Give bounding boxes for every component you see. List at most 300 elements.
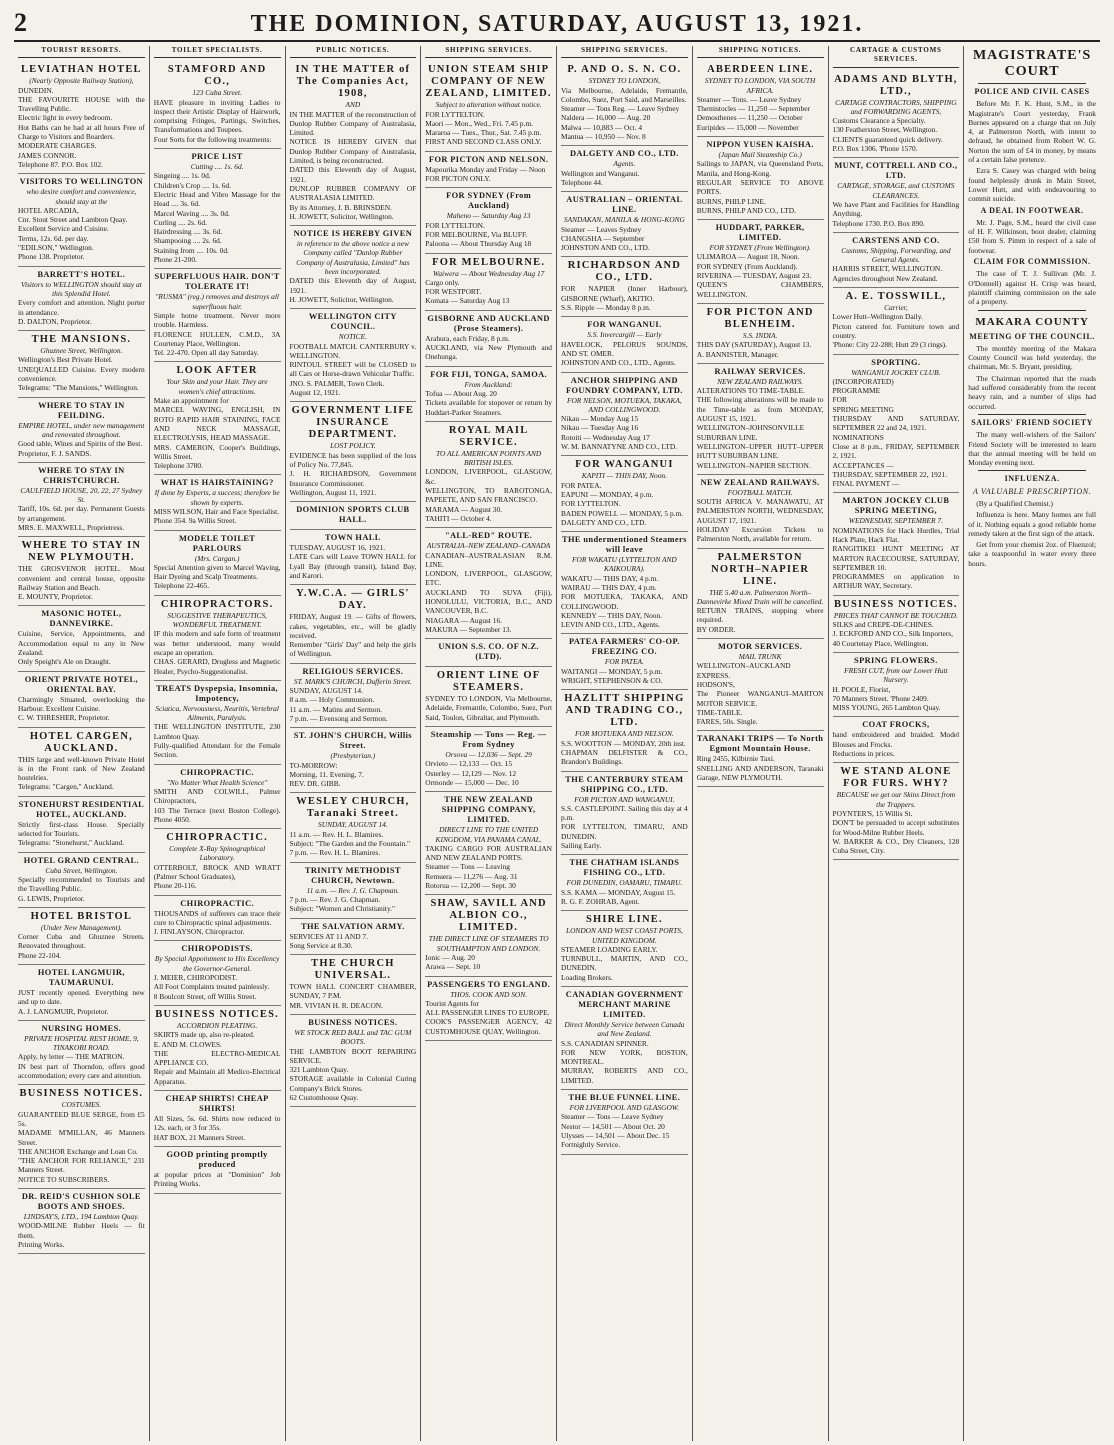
- advertisement-headline: NEW ZEALAND RAILWAYS.: [700, 477, 820, 487]
- advertisement-line: REV. DR. GIBB.: [289, 779, 341, 789]
- advertisement-headline: IN THE MATTER of The Companies Act, 1908,: [295, 64, 411, 100]
- advertisement-headline: SHIRE LINE.: [585, 914, 663, 926]
- advertisement-headline: HOTEL BRISTOL: [30, 910, 133, 922]
- newspaper-title: THE DOMINION, SATURDAY, AUGUST 13, 1921.: [250, 11, 864, 37]
- advertisement-line: By Special Appointment to His Excellency the Governor-General.: [154, 954, 280, 973]
- advertisement-line: 130 Featherston Street, Wellington.: [832, 125, 938, 135]
- advertisement-line: Cuisine, Service, Appointments, and Accommodation equal to any in New Zealand.: [18, 629, 145, 658]
- column-heading: SHIPPING SERVICES.: [561, 46, 688, 58]
- advertisement-headline: CHIROPODISTS.: [181, 944, 253, 954]
- advertisement-headline: THE CHATHAM ISLANDS FISHING CO., LTD.: [569, 858, 680, 878]
- advertisement-line: 11 a.m. — Matins and Sermon.: [289, 704, 383, 714]
- advertisement-line: We have Plant and Facilities for Handling Anything.: [832, 199, 960, 219]
- advertisement-line: Telephone 22-465.: [153, 581, 210, 591]
- advertisement-line: 7 p.m. — Rev. J. G. Chapman.: [289, 894, 381, 904]
- advertisement-line: Telephone 87. P.O. Box 102.: [18, 159, 103, 169]
- advertisement-line: SYDNEY TO LONDON,: [588, 76, 661, 86]
- advertisement-headline: SPRING FLOWERS.: [854, 655, 938, 665]
- advertisement: [18, 606, 145, 671]
- advertisement-headline: DALGETY AND CO., LTD.: [569, 149, 679, 159]
- advertisement-line: 8 Boulcott Street, off Willis Street.: [153, 991, 257, 1001]
- advertisement-line: 40 Courtenay Place, Wellington.: [832, 638, 929, 648]
- advertisement: [425, 152, 552, 189]
- advertisement-line: who desire comfort and convenience, should stay at the: [26, 187, 137, 206]
- advertisement-headline: ORIENT LINE OF STEAMERS.: [436, 670, 541, 694]
- advertisement-line: WAIRAU — THIS DAY, 4 p.m.: [561, 582, 657, 592]
- advertisement-line: Tickets available for stopover or return by Huddart-Parker Steamers.: [425, 398, 552, 417]
- advertisement: [18, 267, 145, 331]
- article-paragraph: The many well-wishers of the Sailors' Friend Society will be interested to learn that the annual meeting will be held on Monday evening next.: [968, 430, 1096, 468]
- advertisement-headline: ABERDEEN LINE.: [707, 64, 814, 76]
- advertisement-headline: WE STAND ALONE FOR FURS. WHY?: [840, 766, 952, 790]
- advertisement-line: NOTICE IS HEREBY GIVEN that Dunlop Rubber Company of Australasia, Limited, is being reconstructed.: [289, 137, 417, 166]
- advertisement-headline: STONEHURST RESIDENTIAL HOTEL, AUCKLAND.: [18, 799, 145, 819]
- advertisement-headline: THE undermentioned Steamers will leave: [561, 535, 687, 555]
- advertisement-headline: MASONIC HOTEL, DANNEVIRKE.: [41, 609, 122, 629]
- advertisement-line: Direct Monthly Service between Canada and New Zealand.: [564, 1020, 685, 1039]
- advertisement-line: THURSDAY, SEPTEMBER 22, 1921.: [832, 469, 948, 479]
- advertisement: [697, 220, 824, 304]
- advertisement-headline: MUNT, COTTRELL AND CO., LTD.: [834, 161, 958, 181]
- advertisement-line: D. DALTON, Proprietor.: [18, 316, 92, 326]
- advertisement-line: (Presbyterian.): [330, 751, 376, 761]
- advertisement-line: WANGANUI JOCKEY CLUB.: [851, 367, 941, 377]
- divider: [978, 83, 1086, 84]
- advertisement-line: Cargo only.: [425, 277, 460, 287]
- advertisement-line: Orsova — 12,036 — Sept. 29: [445, 750, 532, 760]
- advertisement-line: FOR PATEA.: [604, 657, 644, 667]
- advertisement-line: FOR LYTTELTON.: [425, 109, 485, 119]
- advertisement-headline: LEVIATHAN HOTEL: [20, 64, 142, 76]
- advertisement-line: in reference to the above notice a new Company called "Dunlop Rubber Company of Australasia, Limited" has been incorporated.: [296, 239, 410, 277]
- advertisement: [154, 765, 281, 829]
- advertisement-line: HARRIS STREET, WELLINGTON.: [832, 264, 943, 274]
- advertisement-line: Telephone 44.: [561, 177, 603, 187]
- advertisement-line: Terms, 12s. 6d. per day.: [18, 233, 89, 243]
- advertisement-headline: WELLINGTON CITY COUNCIL.: [308, 312, 397, 332]
- advertisement-line: Electric light in every bedroom.: [18, 113, 113, 123]
- advertisement: [18, 174, 145, 266]
- advertisement-line: Ormonde — 15,000 — Dec. 10: [425, 777, 519, 787]
- advertisement-line: J. H. RICHARDSON, Government Insurance Commissioner.: [289, 469, 417, 488]
- advertisement-line: ALTERATIONS TO TIME-TABLE.: [696, 386, 805, 396]
- advertisement-line: Visitors to WELLINGTON should stay at this Splendid Hotel.: [21, 279, 142, 298]
- advertisement-line: Naldera — 16,000 — Aug. 20: [561, 113, 651, 123]
- advertisement-headline: NIPPON YUSEN KAISHA.: [706, 140, 814, 150]
- advertisement-line: "THE ANCHOR FOR RELIANCE," 231 Manners Street.: [18, 1156, 145, 1175]
- advertisement-line: Telegrams: "The Mansions," Wellington.: [18, 383, 139, 393]
- advertisement: [290, 309, 417, 402]
- advertisement-line: Phone 138. Proprietor.: [18, 252, 85, 262]
- advertisement: [290, 728, 417, 793]
- advertisement-line: STEAMER LOADING EARLY.: [561, 944, 658, 954]
- advertisement-line: Special Attention given to Marcel Waving, Hair Dyeing and Scalp Treatments.: [153, 562, 281, 582]
- advertisement-line: 11 a.m. — Rev. J. G. Chapman.: [306, 885, 400, 895]
- divider: [978, 470, 1086, 471]
- article-subtitle: POLICE AND CIVIL CASES: [974, 87, 1090, 96]
- advertisement: [18, 1085, 145, 1189]
- advertisement-line: From Auckland:: [464, 379, 513, 389]
- advertisement-line: SYDNEY TO LONDON, VIA SOUTH AFRICA.: [704, 76, 816, 95]
- advertisement-line: Good table, Wines and Spirits of the Best.: [18, 439, 143, 449]
- advertisement: [154, 1147, 281, 1194]
- advertisement-headline: BUSINESS NOTICES.: [834, 598, 958, 610]
- advertisement-headline: CHIROPRACTIC.: [180, 767, 255, 777]
- advertisement-line: MARAMA — August 30.: [425, 504, 503, 514]
- advertisement: [561, 772, 688, 856]
- advertisement-line: By its Attorney, J. B. BRINSDEN.: [289, 202, 392, 212]
- advertisement-line: Phone 354. 9a Willis Street.: [153, 516, 237, 526]
- advertisement-line: FOR PICTON AND WANGANUI.: [574, 794, 675, 804]
- advertisement: [290, 502, 417, 530]
- article-subhead: A DEAL IN FOOTWEAR.: [980, 205, 1084, 215]
- advertisement-line: Curling .... 2s. 6d.: [153, 217, 207, 227]
- advertisement-line: THE following alterations will be made to the Time-table as from MONDAY, AUGUST 15, 1921.: [696, 395, 824, 424]
- advertisement-line: Lower Hutt–Wellington Daily.: [832, 312, 923, 322]
- advertisement-headline: FOR PICTON AND NELSON.: [428, 154, 549, 164]
- advertisement-headline: FOR PICTON AND BLENHEIM.: [706, 306, 814, 330]
- advertisement-line: Tariff, 10s. 6d. per day. Permanent Guests by arrangement.: [18, 504, 145, 523]
- advertisement-headline: WESLEY CHURCH, Taranaki Street.: [296, 796, 410, 820]
- column-heading: SHIPPING NOTICES.: [697, 46, 824, 58]
- advertisement-line: HODSON'S,: [696, 679, 735, 689]
- advertisement: [18, 965, 145, 1021]
- advertisement-line: SUGGESTIVE THERAPEUTICS, WONDERFUL TREATMENT.: [167, 610, 268, 630]
- advertisement-line: FOR DUNEDIN, OAMARU, TIMARU.: [566, 878, 683, 888]
- advertisement-line: 'Phone: City 22-288; Hutt 29 (3 rings).: [832, 340, 947, 350]
- advertisement-line: THIS DAY (SATURDAY), August 13.: [696, 340, 812, 350]
- advertisement-line: 11 a.m. — Rev. H. L. Blamires.: [289, 829, 384, 839]
- advertisement-line: HOTEL ARCADIA,: [18, 205, 79, 215]
- advertisement-headline: FOR WANGANUI: [575, 459, 674, 471]
- advertisement-line: NOMINATIONS for Hack Hurdles, Trial Hack Plate, Hack Flat.: [832, 525, 960, 544]
- advertisement: [561, 456, 688, 532]
- advertisement-headline: THE SALVATION ARMY.: [301, 921, 405, 931]
- advertisement-headline: THE CANTERBURY STEAM SHIPPING CO., LTD.: [565, 774, 684, 794]
- advertisement: [290, 226, 417, 309]
- advertisement: [561, 146, 688, 192]
- advertisement-line: Ulysses — 14,501 — About Dec. 15: [561, 1130, 670, 1140]
- advertisement-line: A. BANNISTER, Manager.: [696, 349, 779, 359]
- advertisement-line: RANGITIKEI HUNT MEETING AT MARTON RACECOURSE, SATURDAY, SEPTEMBER 10.: [832, 544, 960, 572]
- advertisement-line: DATED this Eleventh day of August, 1921.: [289, 276, 417, 295]
- advertisement-line: CAULFIELD HOUSE, 20, 22, 27 Sydney St.: [20, 485, 143, 505]
- advertisement-line: at popular prices at "Dominion" Job Printing Works.: [153, 1169, 281, 1189]
- advertisement-line: Sciatica, Nervousness, Neuritis, Vertebral Ailments, Paralysis.: [155, 703, 279, 723]
- advertisement-line: PRIVATE HOSPITAL REST HOME, 9, TINAKORI ROAD.: [24, 1033, 139, 1053]
- advertisement-line: SNELLING AND ANDERSON, Taranaki Garage, NEW PLYMOUTH.: [696, 763, 824, 783]
- advertisement-line: SUNDAY, AUGUST 14.: [318, 820, 388, 830]
- advertisement-line: J. ECKFORD AND CO., Silk Importers,: [832, 629, 954, 639]
- article-paragraph: The case of T. J. Sullivan (Mr. J. O'Donnell) against H. Crisp was heard, plaintiff claiming commission on the sale of a property.: [968, 269, 1096, 307]
- advertisement-line: THOS. COOK AND SON.: [450, 989, 528, 999]
- advertisement-line: E. MOUNTY, Proprietor.: [18, 592, 93, 602]
- advertisement-line: The Pioneer WANGANUI–MARTON MOTOR SERVICE.: [696, 689, 824, 708]
- advertisement-line: IN THE MATTER of the reconstruction of Dunlop Rubber Company of Australasia, Limited.: [289, 109, 417, 138]
- advertisement-line: TAKING CARGO FOR AUSTRALIAN AND NEW ZEALAND PORTS.: [425, 843, 552, 863]
- advertisement-line: EAPUNI — MONDAY, 4 p.m.: [561, 489, 654, 499]
- advertisement: [290, 863, 417, 919]
- advertisement-line: RETURN TRAINS, stopping where required.: [696, 606, 824, 625]
- advertisement-line: Staining from .... 10s. 0d.: [153, 245, 229, 255]
- advertisement-line: S.S. INDIA.: [742, 330, 778, 340]
- advertisement-line: Ghuznee Street, Wellington.: [40, 346, 123, 356]
- advertisement-line: FOR LYTTELTON, TIMARU, AND DUNEDIN.: [561, 822, 688, 841]
- advertisement-line: JOHNSTON AND CO., LTD., Agents.: [561, 358, 676, 368]
- advertisement-line: S.S. Ripple — Monday 8 p.m.: [561, 303, 651, 313]
- advertisement-line: NIAGARA — August 16.: [425, 615, 503, 625]
- advertisement-line: BURNS, PHILP AND CO., LTD.: [696, 205, 796, 215]
- advertisement-line: Themistocles — 11,250 — September: [696, 104, 810, 114]
- advertisement-line: CANADIAN–AUSTRALASIAN R.M. LINE.: [425, 550, 552, 569]
- advertisement-headline: THE NEW ZEALAND SHIPPING COMPANY, LIMITED.: [441, 795, 536, 825]
- advertisement: [697, 61, 824, 137]
- advertisement-line: HOLIDAY Excursion Tickets to Palmerston North, available for return.: [696, 524, 824, 544]
- advertisement: [18, 1189, 145, 1254]
- advertisement: [833, 653, 960, 717]
- advertisement-line: Malwa — 10,883 — Oct. 4: [561, 122, 643, 132]
- masthead: [14, 8, 1100, 42]
- advertisement-line: Paloona — About Thursday Aug 18: [425, 239, 532, 249]
- advertisement-line: TO-MORROW:: [289, 760, 338, 770]
- advertisement-line: Via Melbourne, Adelaide, Fremantle, Colombo, Suez, Port Said, and Marseilles.: [561, 85, 688, 104]
- advertisement-line: Reductions in prices.: [832, 749, 895, 759]
- advertisement-line: THE 5.40 a.m. Palmerston North–Dannevirke Mixed Train will be cancelled.: [696, 587, 824, 606]
- advertisement-line: SMITH AND COLWILL, Palmer Chiropractors,: [153, 786, 281, 806]
- advertisement-line: ST. MARK'S CHURCH, Dufferin Street.: [293, 676, 412, 686]
- advertisement-line: Every comfort and attention. Night porter in attendance.: [18, 298, 145, 317]
- advertisement-line: MURRAY, ROBERTS AND CO., LIMITED.: [561, 1066, 688, 1085]
- advertisement-line: AND: [345, 100, 361, 110]
- advertisement-line: Singeing .... 1s. 0d.: [153, 171, 211, 181]
- advertisement-line: G. LEWIS, Proprietor.: [18, 893, 85, 903]
- advertisement-line: Make an appointment for: [153, 396, 229, 406]
- advertisement-line: WELLINGTON–JOHNSONVILLE SUBURBAN LINE.: [696, 423, 805, 442]
- advertisement-line: LINDSAY'S, LTD., 194 Lambton Quay.: [23, 1212, 139, 1222]
- article-paragraph: Before Mr. F. K. Hunt, S.M., in the Magistrate's Court yesterday, Frank Burnes appeared on a charge that on July 4, at Palmerston North, with intent to defraud, he obtained from Robert W. G. Norton the sum of £4 in money, by means of a certain false pretence.: [968, 99, 1096, 165]
- article-title: SAILORS' FRIEND SOCIETY: [971, 417, 1094, 427]
- advertisement-line: Marcel Waving .... 3s. 0d.: [153, 208, 230, 218]
- advertisement-line: Nikau — Monday Aug 15: [561, 414, 639, 424]
- advertisement: [561, 192, 688, 257]
- advertisement-line: E. AND M. CLOWES.: [153, 1039, 222, 1049]
- advertisement-line: Simple home treatment. Never more trouble. Harmless.: [153, 310, 281, 330]
- advertisement-line: Fortnightly Service.: [561, 1140, 621, 1150]
- advertisement-headline: THE BLUE FUNNEL LINE.: [568, 1093, 681, 1103]
- advertisement-line: ACCORDION PLEATING.: [177, 1020, 258, 1030]
- advertisement-line: H. JOWETT, Solicitor, Wellington.: [289, 294, 394, 304]
- article-paragraph: Mr. J. Page, S.M., heard the civil case of H. F. Wilkinson, boot dealer, claiming £50 from S. Pimm in respect of a sale of footwear.: [968, 217, 1096, 255]
- column: [150, 46, 286, 1441]
- advertisement-line: Steamer — Tons. — Leave Sydney: [696, 94, 802, 104]
- advertisement-line: WRIGHT, STEPHENSON & CO.: [561, 676, 663, 686]
- advertisement-line: Komata — Saturday Aug 13: [425, 296, 510, 306]
- advertisement-line: CLIENTS guaranteed quick delivery.: [832, 134, 943, 144]
- advertisement-line: POYNTER'S, 15 Willis St.: [832, 808, 913, 818]
- advertisement-line: "RUSMA" (reg.) removes and destroys all superfluous hair.: [155, 292, 279, 311]
- advertisement: [425, 639, 552, 667]
- advertisement-line: Demosthenes — 11,250 — October: [696, 113, 803, 123]
- advertisement-headline: ORIENT PRIVATE HOTEL, ORIENTAL BAY.: [24, 674, 139, 694]
- advertisement-line: DATED this Eleventh day of August, 1921.: [289, 165, 417, 184]
- advertisement-line: FRESH CUT, from our Lower Hutt Nursery.: [844, 665, 948, 685]
- advertisement-line: FOR MOTUEKA, TAKAKA, AND COLLINGWOOD.: [561, 592, 688, 611]
- advertisement: [561, 317, 688, 372]
- advertisement-line: CARTAGE, STORAGE, and CUSTOMS CLEARANCES.: [837, 181, 955, 200]
- advertisement: [425, 254, 552, 311]
- advertisement-line: FOOTBALL MATCH.: [727, 487, 793, 497]
- advertisement-line: Remuera — 11,276 — Aug. 31: [425, 871, 518, 881]
- advertisement-headline: CHIROPRACTIC.: [166, 832, 268, 844]
- advertisement-line: FOR WAKATU (LYTTELTON AND KAIKOURA).: [571, 555, 677, 574]
- advertisement-headline: RELIGIOUS SERVICES.: [302, 666, 404, 676]
- advertisement: [290, 793, 417, 862]
- advertisement-line: Ionic — Aug. 20: [425, 952, 475, 962]
- advertisement-headline: BUSINESS NOTICES.: [19, 1088, 144, 1100]
- advertisement-headline: ADAMS AND BLYTH, LTD.,: [834, 73, 958, 97]
- advertisement-line: WELLINGTON, TO RAROTONGA, PAPEETE, AND SAN FRANCISCO.: [425, 486, 552, 505]
- advertisement-headline: CHEAP SHIRTS! CHEAP SHIRTS!: [165, 1094, 269, 1114]
- advertisement-line: AUCKLAND TO SUVA (Fiji), HONOLULU, VICTORIA, B.C., AND VANCOUVER, B.C.: [425, 587, 552, 616]
- advertisement-line: HAT BOX, 21 Manners Street.: [153, 1132, 246, 1142]
- advertisement: [18, 797, 145, 853]
- advertisement-headline: BARRETT'S HOTEL.: [37, 269, 126, 279]
- advertisement-line: THE FAVOURITE HOUSE with the Travelling Public.: [18, 94, 145, 114]
- advertisement-line: THE LAMBTON BOOT REPAIRING SERVICE.: [289, 1046, 417, 1065]
- advertisement-line: ACCEPTANCES —: [832, 460, 894, 470]
- advertisement-line: Telegrams: "Cargen," Auckland.: [18, 782, 114, 792]
- advertisement: [18, 853, 145, 908]
- advertisement-line: 70 Manners Street. 'Phone 2409.: [832, 693, 929, 703]
- advertisement-line: Mantua — 10,950 — Nov. 8: [561, 132, 646, 142]
- advertisement-headline: CARSTENS AND CO.: [852, 235, 940, 245]
- advertisement: [290, 1015, 417, 1107]
- article-title: MAKARA COUNTY: [975, 315, 1089, 328]
- advertisement-line: Customs, Shipping, Forwarding, and General Agents.: [841, 245, 951, 265]
- advertisement-line: LATE Cars will Leave TOWN HALL for Lyall Bay (through transit), Island Bay, and Karori.: [289, 552, 417, 580]
- advertisement: [425, 792, 552, 895]
- advertisement-line: WELLINGTON–UPPER HUTT–UPPER HUTT SUBURBAN LINE.: [696, 441, 824, 461]
- advertisement-headline: VISITORS TO WELLINGTON: [19, 177, 144, 187]
- advertisement-line: EVIDENCE has been supplied of the loss of Policy No. 77,845.: [289, 450, 417, 469]
- advertisement-line: H. POOLE, Florist,: [832, 684, 891, 694]
- advertisement-headline: STAMFORD AND CO.,: [167, 64, 267, 88]
- advertisement-headline: PASSENGERS TO ENGLAND.: [427, 979, 551, 989]
- advertisement-line: Tourist Agents for: [425, 998, 479, 1008]
- advertisement-line: RINTOUL STREET will be CLOSED to all Cars or Horse-drawn Vehicular Traffic.: [289, 360, 417, 379]
- advertisement-line: 123 Cuba Street.: [192, 88, 242, 98]
- advertisement-line: S.S. WOOTTON — MONDAY, 20th inst.: [561, 738, 686, 748]
- advertisement-headline: DOMINION SPORTS CLUB HALL.: [296, 505, 410, 525]
- advertisement-line: Proprietor, F. J. SANDS.: [18, 448, 92, 458]
- article-subhead: CLAIM FOR COMMISSION.: [973, 257, 1091, 267]
- advertisement-line: FOR NELSON, MOTUEKA, TAKAKA, AND COLLINGWOOD.: [566, 395, 682, 414]
- advertisement-line: PRICES THAT CANNOT BE TOUCHED.: [833, 610, 958, 620]
- advertisement-line: Sailings to JAPAN, via Queensland Ports, Manila, and Hong-Kong.: [696, 159, 824, 178]
- advertisement-headline: UNION S.S. CO. OF N.Z. (LTD).: [438, 642, 539, 662]
- advertisement-line: Phone 21-200.: [153, 255, 197, 265]
- advertisement: [425, 895, 552, 976]
- advertisement-line: J. FINLAYSON, Chiropractor.: [153, 927, 245, 937]
- advertisement-headline: TARANAKI TRIPS — To North Egmont Mountain House.: [696, 734, 824, 754]
- advertisement-line: S.S. Invercargill — Early: [587, 330, 662, 340]
- advertisement-line: LONDON, LIVERPOOL, GLASGOW, &c.: [425, 467, 552, 486]
- advertisement-line: Subject: "The Garden and the Fountain.": [289, 839, 411, 849]
- advertisement-headline: PATEA FARMERS' CO-OP. FREEZING CO.: [569, 637, 680, 657]
- advertisement-headline: WHERE TO STAY IN CHRISTCHURCH.: [38, 465, 125, 485]
- advertisement: [154, 61, 281, 149]
- advertisement-line: Euripides — 15,000 — November: [696, 122, 799, 132]
- advertisement-line: THOUSANDS of sufferers can trace their cure to Chiropractic spinal adjustments.: [153, 908, 281, 927]
- advertisement-line: EMPIRE HOTEL, under new management and renovated throughout.: [18, 420, 145, 439]
- divider: [978, 310, 1086, 311]
- advertisement: [833, 493, 960, 595]
- advertisement-line: SOUTH AFRICA V. MANAWATU, AT PALMERSTON NORTH, WEDNESDAY, AUGUST 17, 1921.: [696, 497, 824, 525]
- advertisement-headline: P. AND O. S. N. CO.: [567, 64, 682, 76]
- advertisement-line: Tel. 22-470. Open all day Saturday.: [153, 348, 259, 358]
- advertisement-line: THE WELLINGTON INSTITUTE, 230 Lambton Quay.: [153, 722, 281, 741]
- column: [421, 46, 557, 1441]
- advertisement: [154, 1006, 281, 1091]
- advertisement-line: BY ORDER.: [696, 624, 736, 634]
- advertisement-line: WELLINGTON–AUCKLAND EXPRESS.: [696, 661, 791, 680]
- advertisement-line: A. J. LANGMUIR, Proprietor.: [18, 1006, 109, 1016]
- advertisement-line: 321 Lambton Quay.: [289, 1065, 349, 1075]
- advertisement: [561, 634, 688, 690]
- advertisement-line: (Mrs. Cargan.): [194, 553, 240, 563]
- advertisement: [290, 530, 417, 585]
- advertisement-headline: WHERE TO STAY IN FEILDING.: [38, 400, 125, 420]
- advertisement-line: CHAPMAN DELFISTER & CO., Brandon's Buildings.: [561, 747, 688, 767]
- advertisement-headline: RAILWAY SERVICES.: [714, 366, 806, 376]
- advertisement: [290, 585, 417, 663]
- advertisement-line: ALL PASSENGER LINES TO EUROPE.: [425, 1008, 550, 1018]
- advertisement-line: SILKS and CREPE-DE-CHINES.: [832, 620, 934, 630]
- advertisement-headline: TOWN HALL: [324, 533, 381, 543]
- advertisement-line: Hot Baths can be had at all hours Free of Charge to Visitors and Boarders.: [18, 122, 145, 142]
- advertisement: [833, 233, 960, 288]
- advertisement-line: DALGETY AND CO., LTD.: [561, 517, 647, 527]
- advertisement: [697, 475, 824, 549]
- advertisement: [425, 667, 552, 727]
- column-heading: PUBLIC NOTICES.: [290, 46, 417, 58]
- article-title: INFLUENZA.: [1004, 474, 1060, 484]
- advertisement-line: Mapourika Monday and Friday — Noon: [425, 164, 546, 174]
- advertisement-line: Remember "Girls' Day" and help the girls of Wellington.: [289, 640, 417, 659]
- advertisement-line: THIS large and well-known Private Hotel is in the Front rank of New Zealand hostelries.: [18, 754, 145, 783]
- advertisement-line: MARCEL WAVING, ENGLISH, IN ROTO RAPID HAIR STAINING, FACE AND NECK MASSAGE, ELECTROLYSIS, HEAD MASSAGE.: [153, 405, 281, 443]
- advertisement-line: FRIDAY, August 19. — Gifts of flowers, cakes, vegetables, etc., will be gladly received.: [289, 612, 417, 640]
- advertisement-line: MISS WILSON, Hair and Face Specialist.: [153, 506, 280, 516]
- advertisement-line: Excellent Service and Cuisine.: [18, 224, 109, 234]
- advertisement-line: (Japan Mail Steamship Co.): [718, 150, 802, 160]
- advertisement-line: Complete X-Ray Spinographical Laboratory.: [169, 844, 266, 863]
- advertisement-line: R. G. F. ZOHRAB, Agent.: [561, 896, 640, 906]
- advertisement: [697, 549, 824, 639]
- advertisement-line: 7 p.m. — Rev. H. L. Blamires.: [289, 848, 381, 858]
- advertisement-headline: GOOD printing promptly produced: [166, 1149, 268, 1169]
- advertisement-headline: THE CHURCH UNIVERSAL.: [311, 958, 395, 982]
- advertisement-line: CHAS. GERARD, Drugless and Magnetic Healer, Psycho-Suggestionalist.: [153, 657, 281, 676]
- advertisement-line: NEW ZEALAND RAILWAYS.: [717, 376, 804, 386]
- article-subtitle: MEETING OF THE COUNCIL.: [969, 331, 1096, 341]
- advertisement-line: GUARANTEED BLUE SERGE, from £5 5s.: [18, 1109, 145, 1128]
- advertisement-line: Steamer — Leaves Sydney: [561, 224, 642, 234]
- advertisement-line: HAVELOCK, PELORUS SOUNDS, AND ST. OMER.: [561, 339, 688, 358]
- advertisement: [154, 475, 281, 530]
- advertisement-line: Cutting .... 1s. 6d.: [190, 162, 244, 172]
- advertisement: [697, 304, 824, 364]
